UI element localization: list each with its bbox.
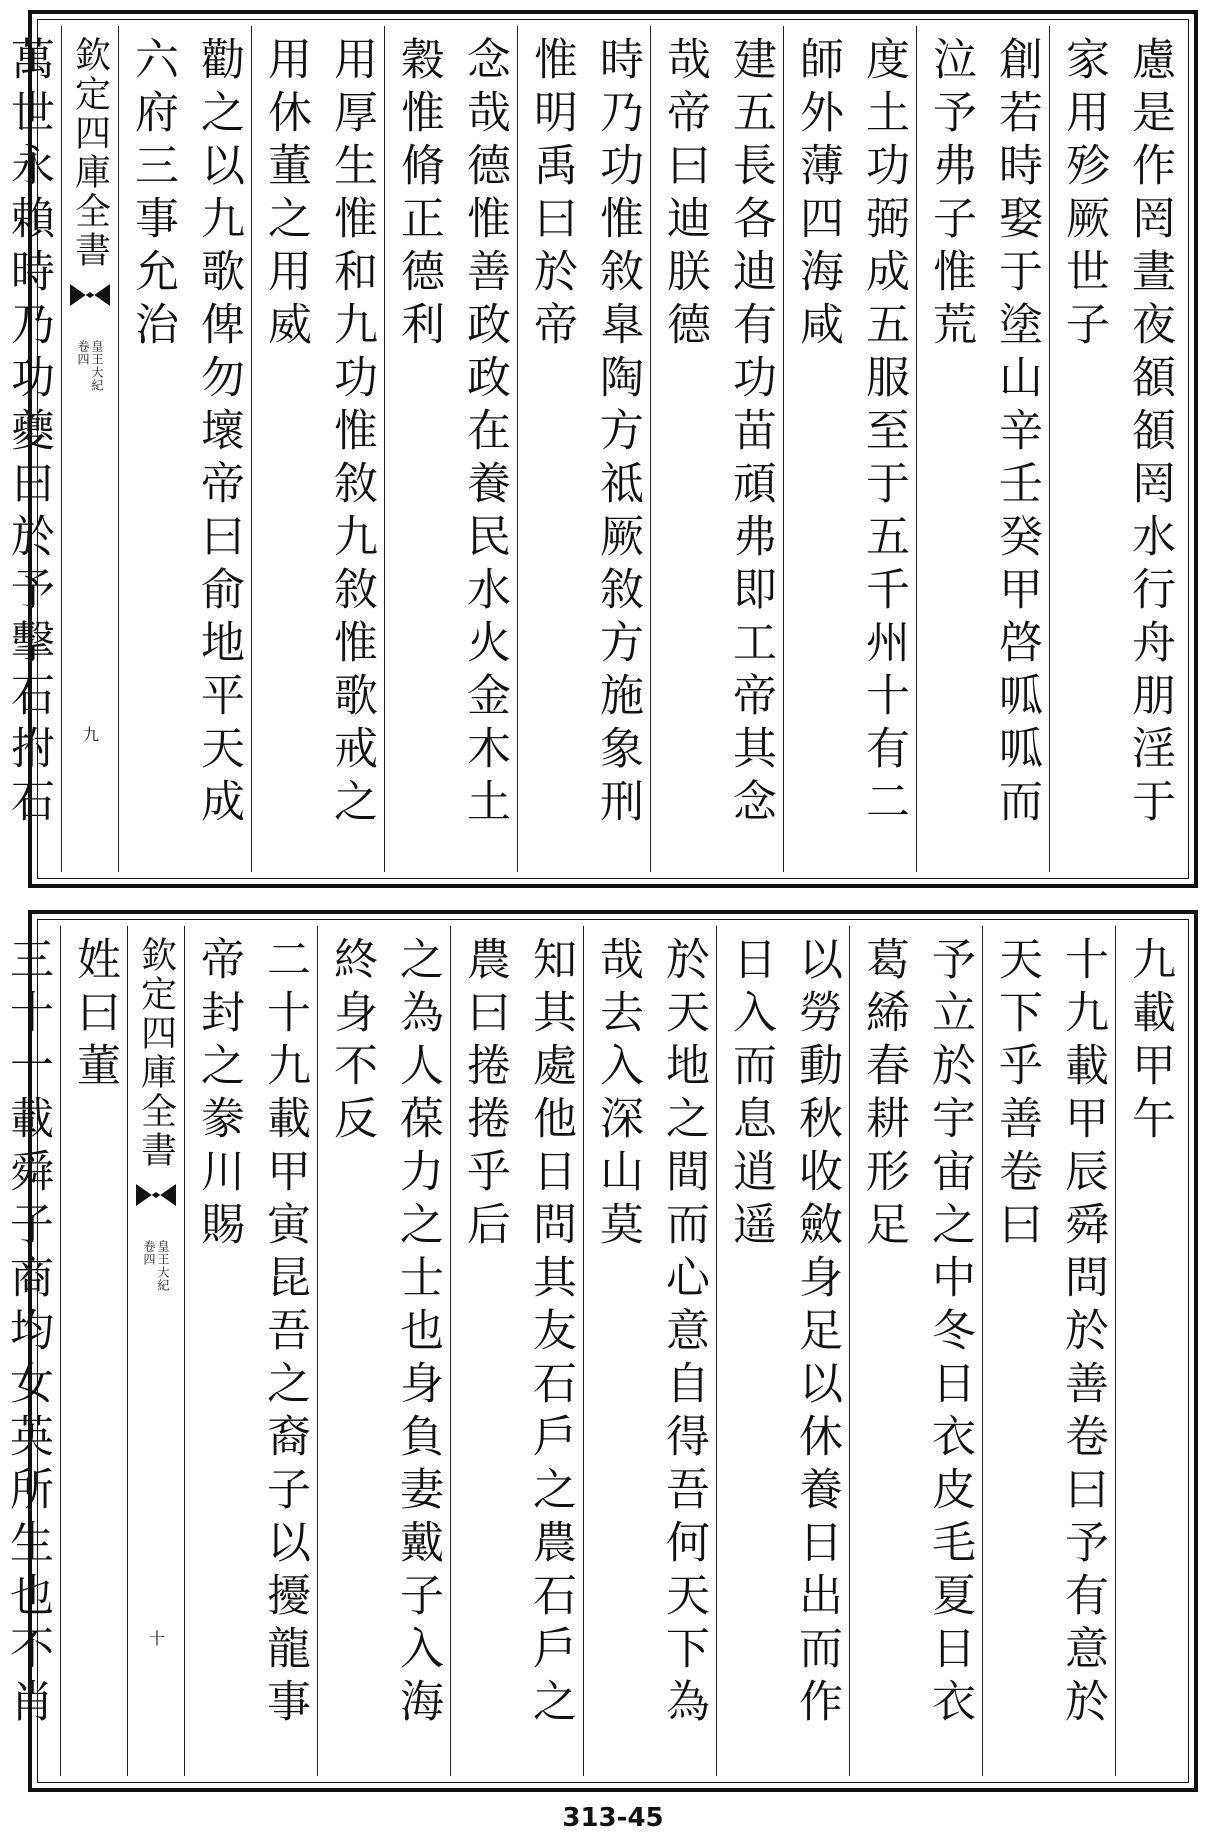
text-column: 九載甲午 [1115, 926, 1182, 1776]
center-fold-column [61, 26, 118, 872]
leaf-number: 十 [146, 1630, 166, 1646]
volume-title [76, 340, 104, 392]
fishtail-mark-icon [136, 1184, 176, 1206]
text-column: 勸之以九歌俾勿壞帝曰俞地平天成六府三事允治 [118, 26, 251, 872]
text-column: 姓曰董 [60, 926, 127, 1776]
volume-title [142, 1240, 170, 1292]
chapter-text: 卷四 [76, 340, 90, 366]
fishtail-mark-icon [70, 284, 110, 306]
text-column: 創若時娶于塗山辛壬癸甲啓呱呱而泣予弗子惟荒 [916, 26, 1049, 872]
text-column: 時乃功惟敘臯陶方祗厥敘方施象刑惟明禹曰於帝 [517, 26, 650, 872]
center-fold-column [127, 926, 184, 1776]
text-column: 慮是作罔晝夜頟頟罔水行舟朋淫于家用殄厥世子 [1049, 26, 1182, 872]
top-page-columns [3, 26, 1182, 872]
text-column: 於天地之間而心意自得吾何天下為哉去入深山莫 [583, 926, 716, 1776]
subtitle-text: 皇王大紀 [90, 340, 104, 392]
chapter-text: 卷四 [142, 1240, 156, 1266]
text-column: 建五長各迪有功苗頑弗即工帝其念哉帝曰迪朕德 [650, 26, 783, 872]
bottom-page-columns [2, 926, 1182, 1776]
text-column: 度土功弼成五服至于五千州十有二師外薄四海咸 [783, 26, 916, 872]
text-column: 予立於宇宙之中冬日衣皮毛夏日衣葛絺春耕形足 [849, 926, 982, 1776]
top-page-frame [3, 10, 1198, 888]
text-column: 知其處他日問其友石戶之農石戶之農曰捲捲乎后 [450, 926, 583, 1776]
text-column: 念哉德惟善政政在養民水火金木土穀惟脩正德利 [384, 26, 517, 872]
subtitle-text: 皇王大紀 [156, 1240, 170, 1292]
text-column: 二十九載甲寅昆吾之裔子以擾龍事帝封之豢川賜 [184, 926, 317, 1776]
text-column: 萬世永賴時乃功夔曰於予擊石拊石 [0, 26, 61, 872]
leaf-number: 九 [80, 726, 100, 742]
text-column: 之為人葆力之士也身負妻戴子入海終身不反 [317, 926, 450, 1776]
text-column: 用厚生惟和九功惟敘九敘惟歌戒之用休董之用威 [251, 26, 384, 872]
book-title: 欽定四庫全書 [135, 936, 177, 1170]
bottom-page-frame [2, 910, 1198, 1792]
page-number: 313-45 [562, 1803, 664, 1833]
book-title: 欽定四庫全書 [69, 36, 111, 270]
text-column: 十九載甲辰舜問於善卷曰予有意於天下乎善卷曰 [982, 926, 1115, 1776]
text-column: 以勞動秋收斂身足以休養日出而作日入而息逍遥 [716, 926, 849, 1776]
text-column: 三十一載舜子商均女英所生也不肖 [0, 926, 60, 1776]
